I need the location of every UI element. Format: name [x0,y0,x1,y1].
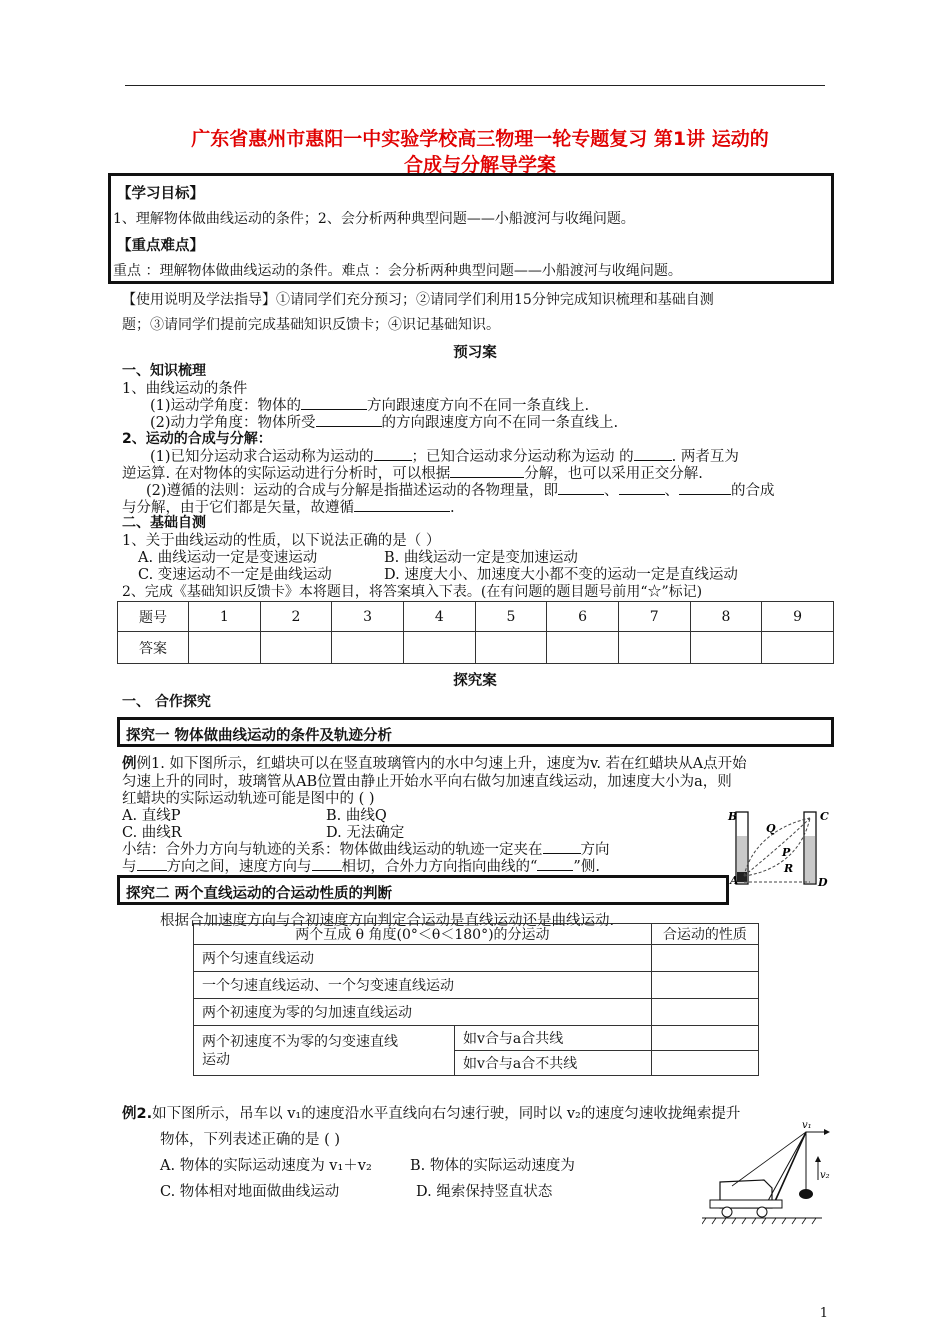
answer-cell [651,999,758,1026]
goals-text: 1、理解物体做曲线运动的条件；2、会分析两种典型问题——小船渡河与收绳问题。 [113,211,635,227]
usage-line1: 【使用说明及学法指导】①请同学们充分预习；②请同学们利用15分钟完成知识梳理和基础自测 [122,292,714,308]
q2-stem: 2、完成《基础知识反馈卡》本将题目，将答案填入下表。(在有问题的题目题号前用“☆”标记) [122,584,703,600]
ex1-line3: 红蜡块的实际运动轨迹可能是图中的 ( ) [122,791,375,807]
explore1-box [117,717,834,747]
table-cell: 3 [332,602,404,632]
motion-table-header-1: 两个互成 θ 角度(0°＜θ＜180°)的分运动 [194,924,652,945]
item-2: 2、运动的合成与分解： [122,431,272,447]
table-subcell: 如v合与a合不共线 [455,1051,652,1076]
answer-cell [189,632,261,664]
answer-cell [403,632,475,664]
crane-body [710,1132,806,1217]
answer-cell [618,632,690,664]
table-row-label: 一个匀速直线运动、一个匀变速直线运动 [194,972,652,999]
table-cell: 5 [475,602,547,632]
answer-cell [475,632,547,664]
ex2-line1-text: 如下图所示，吊车以 v₁的速度沿水平直线向右匀速行驶，同时以 v₂的速度匀速收拢绳索提升 [152,1106,741,1122]
label-b: B [728,810,738,823]
label-q: Q [766,822,776,835]
answer-cell [332,632,404,664]
ex1-option-c: C. 曲线R [122,825,182,841]
explore-heading: 探究案 [453,673,497,689]
table-cell: 7 [618,602,690,632]
table-cell: 9 [762,602,834,632]
knowledge-section: 一、知识梳理 [122,363,206,379]
usage-line2: 题；③请同学们提前完成基础知识反馈卡；④识记基础知识。 [122,317,500,333]
q1-stem: 1、关于曲线运动的性质，以下说法正确的是（ ） [122,533,441,549]
explore2-title: 探究二 两个直线运动的合运动性质的判断 [126,886,393,902]
explore1-title: 探究一 物体做曲线运动的条件及轨迹分析 [126,728,393,744]
item-2a: (1)已知分运动求合运动称为运动的 ；已知合运动求分运动称为运动 的 . 两者互为 [150,449,739,465]
table-cell: 8 [690,602,762,632]
table-row-label: 两个初速度为零的匀加速直线运动 [194,999,652,1026]
ex2-option-b: B. 物体的实际运动速度为 [410,1158,575,1174]
ex2-option-a: A. 物体的实际运动速度为 v₁＋v₂ [160,1158,372,1174]
ex1-line1: 例例1. 如下图所示，红蜡块可以在竖直玻璃管内的水中匀速上升，速度为v. 若在红蜡块从A点开始 [122,756,747,772]
header-rule [125,85,825,86]
cooperate-section: 一、 合作探究 [122,694,211,710]
doc-title-line2: 合成与分解导学案 [403,154,556,176]
explore2-intro: 根据合加速度方向与合初速度方向判定合运动是直线运动还是曲线运动. [160,913,615,929]
goals-box [108,173,834,284]
ex2-option-c: C. 物体相对地面做曲线运动 [160,1184,340,1200]
preview-heading: 预习案 [453,345,497,361]
answer-cell [690,632,762,664]
load-object [799,1189,813,1199]
ex1-option-a: A. 直线P [122,808,181,824]
table-cell: 题号 [118,602,189,632]
answer-cell [651,945,758,972]
selftest-section: 二、基础自测 [122,515,206,531]
item-1b: (2)动力学角度：物体所受 的方向跟速度方向不在同一条直线上. [150,415,619,431]
ex2-option-d: D. 绳索保持竖直状态 [416,1184,553,1200]
table-row-label: 两个匀速直线运动 [194,945,652,972]
table-cell: 4 [403,602,475,632]
difficulty-text: 重点 ：理解物体做曲线运动的条件。难点 ：会分析两种典型问题——小船渡河与收绳问题。 [113,263,682,279]
table-cell: 1 [189,602,261,632]
ex1-line2: 匀速上升的同时，玻璃管从AB位置由静止开始水平向右做匀加速直线运动，加速度大小为a，则 [122,774,732,790]
ex1-option-b: B. 曲线Q [326,808,387,824]
ex1-line1-text: 例1. 如下图所示，红蜡块可以在竖直玻璃管内的水中匀速上升，速度为v. 若在红蜡块从A点开始 [136,756,747,772]
page-number: 1 [819,1306,828,1321]
q1-option-b: B. 曲线运动一定是变加速运动 [384,550,578,566]
answer-cell [651,1051,758,1076]
answer-cell [547,632,619,664]
label-r: R [784,862,794,875]
ex1-option-d: D. 无法确定 [326,825,405,841]
label-c: C [820,810,829,823]
q1-option-c: C. 变速运动不一定是曲线运动 [138,567,332,583]
label-a: A [730,874,739,887]
difficulty-heading: 【重点难点】 [117,238,204,254]
q1-option-d: D. 速度大小、加速度大小都不变的运动一定是直线运动 [384,567,738,583]
table-cell: 答案 [118,632,189,664]
answer-cell [651,1026,758,1051]
ex1-summary1: 小结：合外力方向与轨迹的关系：物体做曲线运动的轨迹一定夹在 方向 [122,842,610,858]
answer-cell [260,632,332,664]
ex1-summary2: 与 方向之间，速度方向与 相切，合外力方向指向曲线的“ ”侧. [122,859,600,875]
ex2-line2: 物体，下列表述正确的是 ( ) [160,1132,341,1148]
answer-cell [762,632,834,664]
item-1: 1、曲线运动的条件 [122,381,248,397]
table-cell: 2 [260,602,332,632]
item-2a-cont: 逆运算. 在对物体的实际运动进行分析时，可以根据 分解，也可以采用正交分解. [122,466,703,482]
label-d: D [818,876,828,889]
ex2-label: 例2. [122,1106,153,1122]
label-p: P [782,846,791,859]
item-2b-cont: 与分解，由于它们都是矢量，故遵循 . [122,500,455,516]
label-v2: v₂ [820,1170,830,1181]
table-subcell: 如v合与a合共线 [455,1026,652,1051]
motion-table-header-2: 合运动的性质 [651,924,758,945]
table-cell: 6 [547,602,619,632]
doc-title-line1: 广东省惠州市惠阳一中实验学校高三物理一轮专题复习 第1讲 运动的 [191,128,769,150]
answer-table [117,601,834,664]
goals-heading: 【学习目标】 [117,186,204,202]
ex2-line1 [122,1102,740,1123]
row4-text-b: 运动 [202,1051,230,1068]
q1-option-a: A. 曲线运动一定是变速运动 [138,550,318,566]
crane-figure [702,1120,830,1232]
motion-table [193,923,759,1076]
label-v1: v₁ [802,1120,812,1131]
answer-cell [651,972,758,999]
row4-text-a: 两个初速度不为零的匀变速直线 [202,1033,398,1050]
glass-tube-figure [722,806,834,892]
explore2-box [117,875,729,905]
item-2b: (2)遵循的法则：运动的合成与分解是指描述运动的各物理量，即 、 、 的合成 [146,483,775,499]
ground-hatching [702,1218,816,1224]
item-1a: (1)运动学角度：物体的 方向跟速度方向不在同一条直线上. [150,398,590,414]
table-row-label-multi [194,1026,455,1076]
